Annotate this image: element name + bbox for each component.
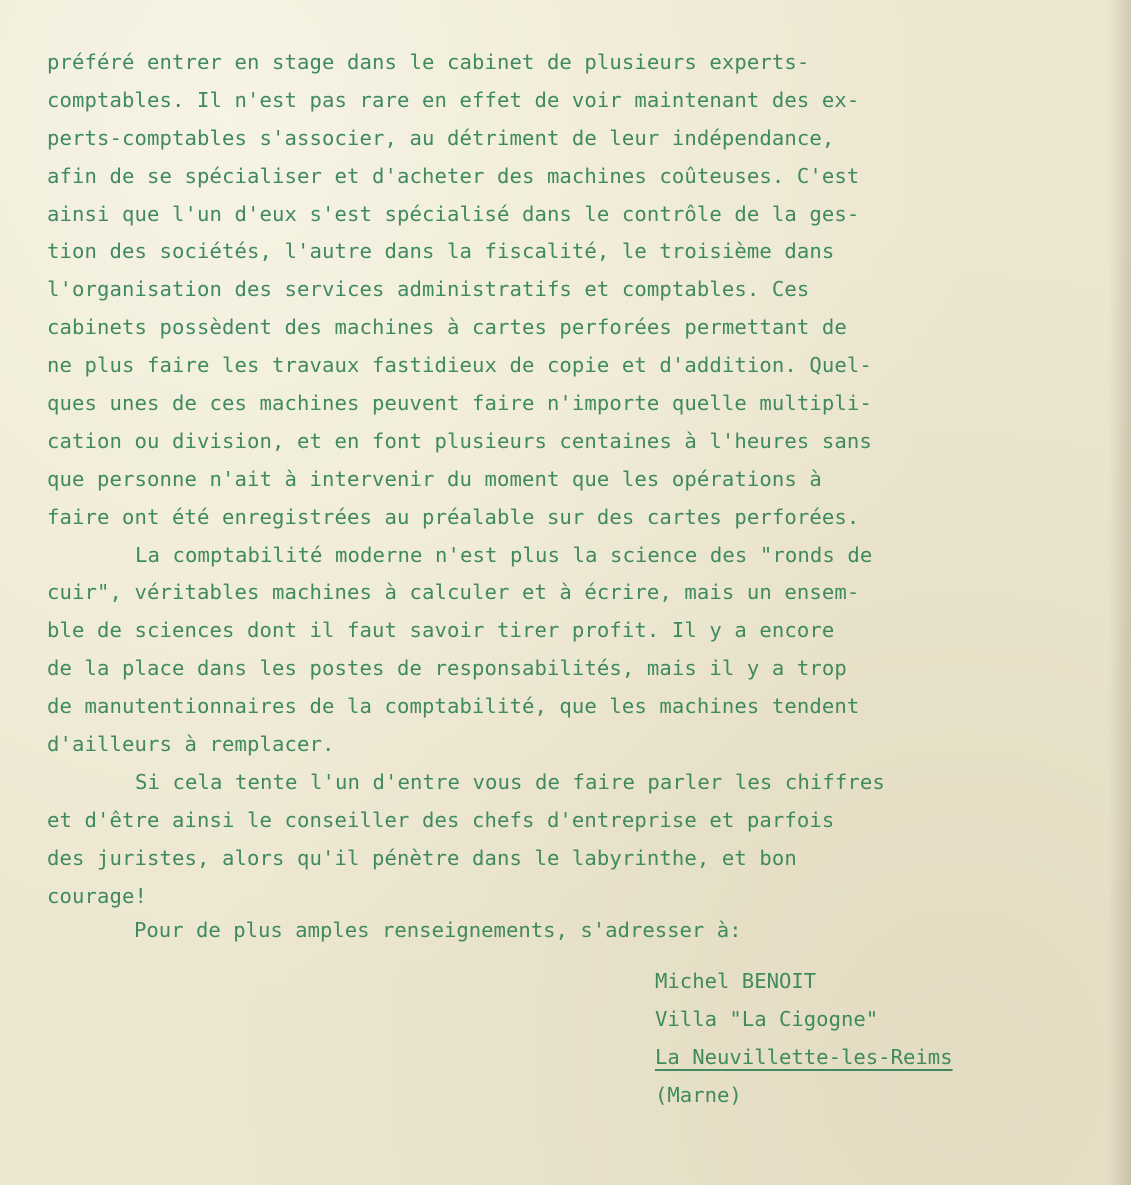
paragraph-first-line: La comptabilité moderne n'est plus la science des "ronds de [135, 542, 873, 567]
body-text [47, 44, 1117, 915]
text-line: comptables. Il n'est pas rare en effet de voir maintenant des ex- [47, 87, 860, 112]
text-line: ble de sciences dont il faut savoir tirer profit. Il y a encore [47, 618, 835, 643]
text-line: cuir", véritables machines à calculer et à écrire, mais un ensem- [47, 580, 860, 605]
text-line: afin de se spécialiser et d'acheter des machines coûteuses. C'est [47, 163, 860, 188]
text-line: tion des sociétés, l'autre dans la fiscalité, le troisième dans [47, 239, 835, 264]
text-line: préféré entrer en stage dans le cabinet de plusieurs experts- [47, 50, 810, 74]
text-line: d'ailleurs à remplacer. [47, 732, 335, 757]
text-line: ne plus faire les travaux fastidieux de copie et d'addition. Quel- [47, 353, 872, 378]
text-line: courage! [47, 883, 147, 908]
address-town: La Neuvillette-les-Reims [655, 1045, 953, 1069]
address-block [655, 962, 953, 1114]
address-region: (Marne) [655, 1083, 742, 1107]
text-line: de la place dans les postes de responsabilités, mais il y a trop [47, 656, 847, 681]
text-line: cabinets possèdent des machines à cartes perforées permettant de [47, 315, 847, 340]
text-line: de manutentionnaires de la comptabilité, que les machines tendent [47, 694, 860, 719]
text-line: perts-comptables s'associer, au détriment de leur indépendance, [47, 125, 835, 150]
text-line: et d'être ainsi le conseiller des chefs d'entreprise et parfois [47, 807, 835, 832]
paragraph-first-line: Si cela tente l'un d'entre vous de faire parler les chiffres [135, 769, 885, 794]
text-line: cation ou division, et en font plusieurs centaines à l'heures sans [47, 428, 872, 453]
text-line: ques unes de ces machines peuvent faire n'importe quelle multipli- [47, 391, 872, 416]
closing-line: Pour de plus amples renseignements, s'adresser à: [134, 918, 742, 942]
text-line: l'organisation des services administratifs et comptables. Ces [47, 277, 810, 302]
text-line: que personne n'ait à intervenir du moment que les opérations à [47, 466, 822, 491]
text-line: ainsi que l'un d'eux s'est spécialisé dans le contrôle de la ges- [47, 201, 860, 226]
text-line: faire ont été enregistrées au préalable sur des cartes perforées. [47, 504, 860, 529]
text-line: des juristes, alors qu'il pénètre dans le labyrinthe, et bon [47, 845, 797, 870]
address-name: Michel BENOIT [655, 969, 817, 993]
address-villa: Villa "La Cigogne" [655, 1007, 879, 1031]
